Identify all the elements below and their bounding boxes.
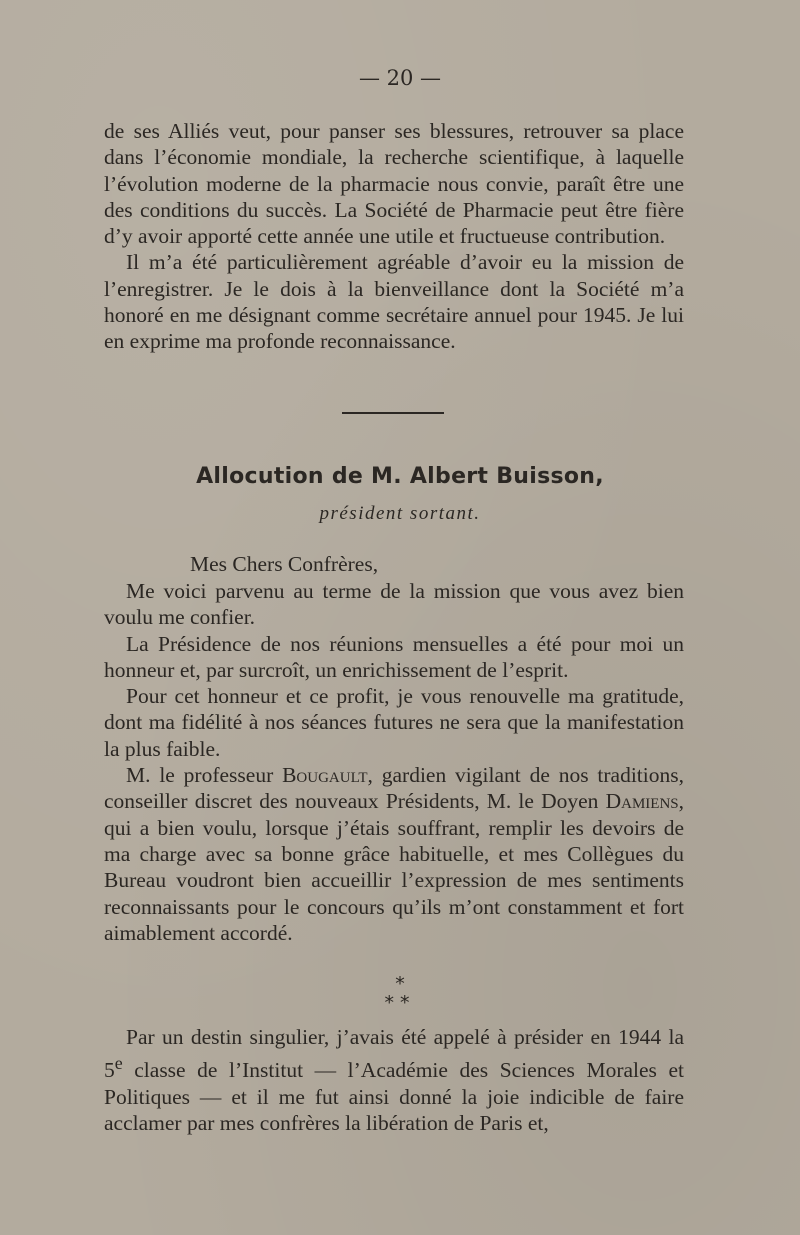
paragraph: Me voici parvenu au terme de la mission que vous avez bien voulu me confier. (104, 579, 684, 630)
superscript: e (114, 1053, 123, 1074)
text-run: Par un destin singulier, j’avais été appelé à présider en 1944 la 5 (104, 1025, 684, 1083)
person-name: Bougault (282, 763, 368, 788)
text-run: , gardien vigilant de nos traditions, conseiller discret des nouveaux Présidents, M. le Doyen (104, 763, 684, 814)
paragraph (104, 1024, 684, 1136)
asterism-top: * (395, 973, 405, 995)
section-subtitle: président sortant. (319, 503, 481, 524)
text-run: , qui a bien voulu, lorsque j’étais souffrant, remplir les devoirs de ma charge avec sa bonne grâce habituelle, et mes Collègues du Bureau voudront bien accueillir l’expression de mes sentiments reconnaissants pour le concours qu’ils m’ont constamment et fort aimablement accordé. (104, 789, 684, 945)
paragraph: Il m’a été particulièrement agréable d’avoir eu la mission de l’enregistrer. Je le dois à la bienveillance dont la Société m’a honoré en me désignant comme secrétaire annuel pour 1945. Je lui en exprime ma profonde reconnaissance. (104, 250, 684, 354)
paragraph (104, 762, 684, 946)
section-divider (342, 412, 444, 414)
paragraph: Pour cet honneur et ce profit, je vous renouvelle ma gratitude, dont ma fidélité à nos séances futures ne sera que la manifestation la plus faible. (104, 684, 684, 761)
text-block-speech (104, 578, 684, 946)
text-run: classe de l’Institut — l’Académie des Sciences Morales et Politiques — et il me fut ainsi donné la joie indicible de faire acclamer par mes confrères la libération de Paris et, (104, 1058, 684, 1136)
paragraph: de ses Alliés veut, pour panser ses blessures, retrouver sa place dans l’économie mondiale, la recherche scientifique, à laquelle l’évolution moderne de la pharmacie nous convie, paraît être une des conditions du succès. La Société de Pharmacie peut être fière d’y avoir apporté cette année une utile et fructueuse contribution. (104, 119, 684, 249)
text-run: M. le professeur (126, 763, 283, 788)
salutation: Mes Chers Confrères, (190, 552, 379, 576)
paragraph: La Présidence de nos réunions mensuelles a été pour moi un honneur et, par surcroît, un enrichissement de l’esprit. (104, 631, 684, 682)
section-heading: Allocution de M. Albert Buisson, (196, 464, 604, 489)
text-block-continuation (104, 1024, 684, 1136)
asterism-bottom: ** (384, 992, 416, 1014)
person-name: Damiens (605, 789, 679, 814)
page-number: — 20 — (358, 66, 442, 90)
text-block-intro (104, 118, 684, 355)
